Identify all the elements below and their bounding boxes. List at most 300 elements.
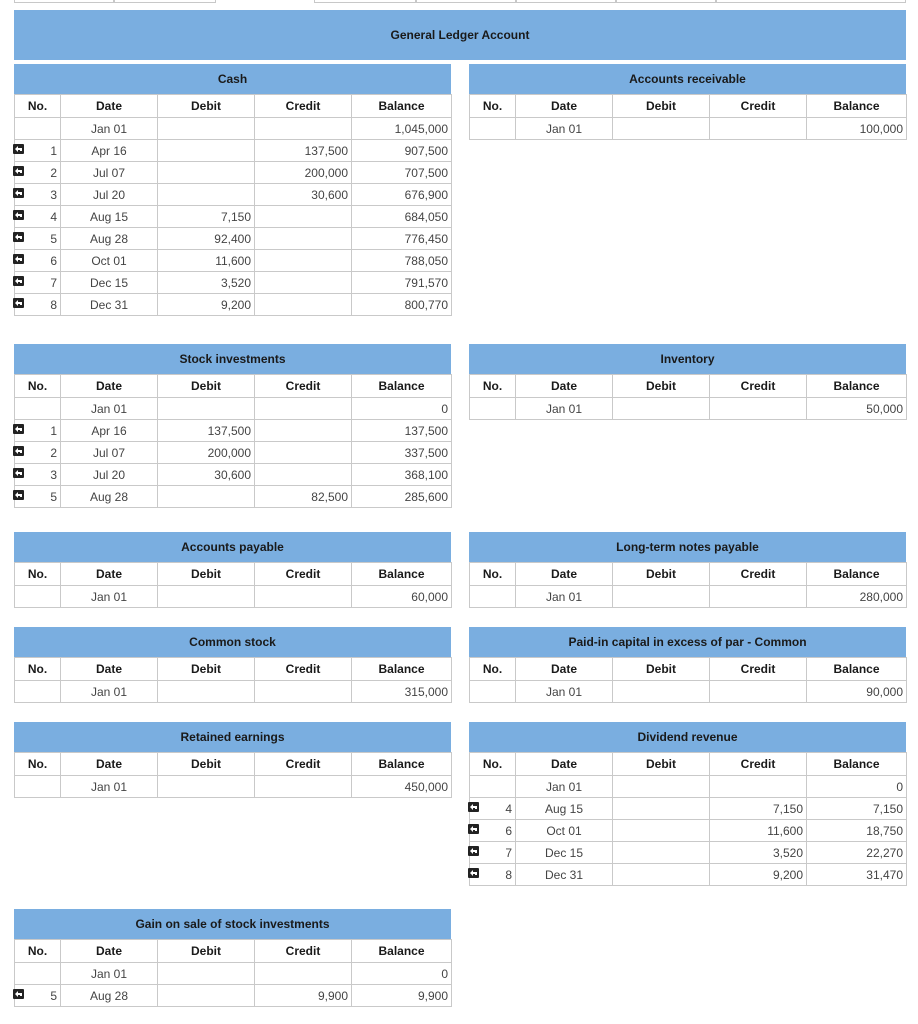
- cell-date: Dec 15: [516, 842, 613, 864]
- col-debit: Debit: [613, 95, 710, 118]
- cell-date: Apr 16: [61, 420, 158, 442]
- cell-no: [15, 184, 61, 206]
- col-date: Date: [61, 95, 158, 118]
- entry-number: 5: [50, 231, 57, 246]
- cell-no: [470, 118, 516, 140]
- cell-debit: [158, 963, 255, 985]
- entry-number: 5: [50, 988, 57, 1003]
- col-balance: Balance: [352, 375, 452, 398]
- cell-no: [15, 140, 61, 162]
- return-arrow-icon[interactable]: [468, 846, 479, 856]
- cell-date: Dec 31: [61, 294, 158, 316]
- cell-balance: 18,750: [807, 820, 907, 842]
- cell-no: [15, 206, 61, 228]
- cell-no: [15, 776, 61, 798]
- return-arrow-icon[interactable]: [13, 490, 24, 500]
- cell-date: Jan 01: [61, 398, 158, 420]
- return-arrow-icon[interactable]: [13, 210, 24, 220]
- cell-date: Aug 15: [61, 206, 158, 228]
- cell-date: Jul 07: [61, 442, 158, 464]
- cell-balance: 337,500: [352, 442, 452, 464]
- table-row: [15, 184, 452, 206]
- table-row: [15, 294, 452, 316]
- account-title: Inventory: [469, 344, 906, 374]
- account-accounts-payable: [14, 532, 451, 608]
- cell-date: Aug 28: [61, 228, 158, 250]
- account-retained-earnings: [14, 722, 451, 798]
- header-row: [15, 940, 452, 963]
- cell-debit: 137,500: [158, 420, 255, 442]
- return-arrow-icon[interactable]: [13, 232, 24, 242]
- account-accounts-receivable: [469, 64, 906, 140]
- table-row: [15, 486, 452, 508]
- col-balance: Balance: [352, 940, 452, 963]
- header-row: [15, 658, 452, 681]
- cell-date: Aug 28: [61, 486, 158, 508]
- col-no: No.: [470, 563, 516, 586]
- header-row: [15, 375, 452, 398]
- cell-credit: [710, 586, 807, 608]
- cell-balance: 7,150: [807, 798, 907, 820]
- col-debit: Debit: [613, 563, 710, 586]
- table-row: [15, 140, 452, 162]
- cell-balance: 450,000: [352, 776, 452, 798]
- col-credit: Credit: [255, 753, 352, 776]
- cell-credit: [255, 272, 352, 294]
- cell-date: Jul 20: [61, 464, 158, 486]
- col-debit: Debit: [158, 753, 255, 776]
- ledger-table: [14, 657, 452, 703]
- cell-no: [15, 118, 61, 140]
- cell-balance: 791,570: [352, 272, 452, 294]
- account-long-term-notes-payable: [469, 532, 906, 608]
- cell-no: [15, 681, 61, 703]
- cell-balance: 0: [352, 963, 452, 985]
- col-debit: Debit: [158, 375, 255, 398]
- cell-date: Oct 01: [61, 250, 158, 272]
- cell-debit: [613, 842, 710, 864]
- col-credit: Credit: [710, 658, 807, 681]
- cell-credit: [255, 776, 352, 798]
- header-row: [470, 753, 907, 776]
- cell-credit: 9,200: [710, 864, 807, 886]
- cell-credit: [255, 118, 352, 140]
- account-paid-in-capital: [469, 627, 906, 703]
- cell-debit: 92,400: [158, 228, 255, 250]
- cell-no: [15, 442, 61, 464]
- cell-balance: 60,000: [352, 586, 452, 608]
- col-date: Date: [61, 375, 158, 398]
- col-credit: Credit: [710, 375, 807, 398]
- ledger-table: [14, 752, 452, 798]
- table-row: [470, 681, 907, 703]
- account-dividend-revenue: [469, 722, 906, 886]
- cell-no: [15, 963, 61, 985]
- cell-balance: 707,500: [352, 162, 452, 184]
- account-gain-on-sale: [14, 909, 451, 1007]
- table-row: [470, 118, 907, 140]
- col-date: Date: [61, 658, 158, 681]
- col-date: Date: [516, 753, 613, 776]
- cell-credit: [255, 442, 352, 464]
- cell-balance: 907,500: [352, 140, 452, 162]
- cell-balance: 788,050: [352, 250, 452, 272]
- return-arrow-icon[interactable]: [13, 989, 24, 999]
- col-no: No.: [15, 375, 61, 398]
- cell-debit: [613, 820, 710, 842]
- entry-number: 2: [50, 165, 57, 180]
- ledger-table: [14, 939, 452, 1007]
- entry-number: 2: [50, 445, 57, 460]
- table-row: [15, 963, 452, 985]
- entry-number: 8: [50, 297, 57, 312]
- col-date: Date: [516, 658, 613, 681]
- account-title: Long-term notes payable: [469, 532, 906, 562]
- account-title: Common stock: [14, 627, 451, 657]
- cell-balance: 22,270: [807, 842, 907, 864]
- cell-debit: [158, 586, 255, 608]
- cell-no: [15, 162, 61, 184]
- account-title: Accounts payable: [14, 532, 451, 562]
- cell-credit: [255, 586, 352, 608]
- col-date: Date: [516, 375, 613, 398]
- table-row: [15, 250, 452, 272]
- col-balance: Balance: [352, 753, 452, 776]
- account-title: Retained earnings: [14, 722, 451, 752]
- table-row: [15, 464, 452, 486]
- cell-date: Dec 15: [61, 272, 158, 294]
- account-stock-investments: [14, 344, 451, 508]
- cell-balance: 684,050: [352, 206, 452, 228]
- cell-credit: [255, 464, 352, 486]
- return-arrow-icon[interactable]: [13, 468, 24, 478]
- cell-credit: 30,600: [255, 184, 352, 206]
- col-balance: Balance: [352, 658, 452, 681]
- entry-number: 1: [50, 143, 57, 158]
- entry-number: 3: [50, 467, 57, 482]
- table-row: [15, 118, 452, 140]
- cell-date: Dec 31: [516, 864, 613, 886]
- return-arrow-icon[interactable]: [13, 276, 24, 286]
- cell-debit: [613, 586, 710, 608]
- cell-date: Apr 16: [61, 140, 158, 162]
- return-arrow-icon[interactable]: [13, 446, 24, 456]
- cell-no: [470, 798, 516, 820]
- cell-credit: [255, 250, 352, 272]
- table-row: [15, 681, 452, 703]
- col-no: No.: [15, 95, 61, 118]
- ledger-table: [14, 562, 452, 608]
- table-row: [15, 420, 452, 442]
- cell-credit: 9,900: [255, 985, 352, 1007]
- return-arrow-icon[interactable]: [13, 254, 24, 264]
- cell-debit: [613, 798, 710, 820]
- cell-credit: [255, 420, 352, 442]
- col-balance: Balance: [352, 95, 452, 118]
- cell-debit: 30,600: [158, 464, 255, 486]
- cell-no: [470, 681, 516, 703]
- return-arrow-icon[interactable]: [13, 166, 24, 176]
- col-no: No.: [15, 940, 61, 963]
- return-arrow-icon[interactable]: [13, 188, 24, 198]
- col-debit: Debit: [613, 375, 710, 398]
- cell-date: Jan 01: [516, 586, 613, 608]
- cell-no: [470, 864, 516, 886]
- cell-no: [470, 842, 516, 864]
- account-title: Stock investments: [14, 344, 451, 374]
- cell-date: Jul 20: [61, 184, 158, 206]
- account-common-stock: [14, 627, 451, 703]
- table-row: [15, 776, 452, 798]
- cell-date: Jul 07: [61, 162, 158, 184]
- col-balance: Balance: [807, 753, 907, 776]
- col-no: No.: [470, 95, 516, 118]
- account-title: Gain on sale of stock investments: [14, 909, 451, 939]
- page-title: General Ledger Account: [14, 10, 906, 60]
- cell-no: [15, 486, 61, 508]
- col-date: Date: [61, 940, 158, 963]
- return-arrow-icon[interactable]: [468, 802, 479, 812]
- return-arrow-icon[interactable]: [13, 424, 24, 434]
- ledger-table: [469, 752, 907, 886]
- col-credit: Credit: [255, 375, 352, 398]
- cell-date: Aug 28: [61, 985, 158, 1007]
- header-row: [470, 658, 907, 681]
- entry-number: 4: [505, 801, 512, 816]
- cell-balance: 0: [807, 776, 907, 798]
- header-row: [470, 375, 907, 398]
- cell-no: [15, 398, 61, 420]
- col-debit: Debit: [613, 658, 710, 681]
- cell-balance: 315,000: [352, 681, 452, 703]
- cell-debit: [158, 398, 255, 420]
- table-row: [470, 820, 907, 842]
- cell-balance: 31,470: [807, 864, 907, 886]
- cell-debit: [158, 118, 255, 140]
- cell-no: [470, 776, 516, 798]
- cell-date: Jan 01: [61, 776, 158, 798]
- return-arrow-icon[interactable]: [13, 298, 24, 308]
- cell-no: [15, 985, 61, 1007]
- cell-date: Jan 01: [516, 118, 613, 140]
- cell-credit: 7,150: [710, 798, 807, 820]
- cell-balance: 9,900: [352, 985, 452, 1007]
- return-arrow-icon[interactable]: [13, 144, 24, 154]
- cell-date: Aug 15: [516, 798, 613, 820]
- cell-no: [470, 820, 516, 842]
- cell-date: Jan 01: [61, 963, 158, 985]
- table-row: [15, 162, 452, 184]
- cell-debit: [158, 985, 255, 1007]
- col-debit: Debit: [158, 95, 255, 118]
- col-balance: Balance: [352, 563, 452, 586]
- col-no: No.: [15, 563, 61, 586]
- cell-date: Jan 01: [61, 586, 158, 608]
- col-debit: Debit: [158, 563, 255, 586]
- col-no: No.: [470, 753, 516, 776]
- cell-no: [15, 228, 61, 250]
- table-row: [15, 985, 452, 1007]
- cell-balance: 137,500: [352, 420, 452, 442]
- entry-number: 3: [50, 187, 57, 202]
- table-row: [15, 586, 452, 608]
- col-credit: Credit: [710, 753, 807, 776]
- entry-number: 4: [50, 209, 57, 224]
- cell-balance: 776,450: [352, 228, 452, 250]
- account-title: Accounts receivable: [469, 64, 906, 94]
- account-title: Cash: [14, 64, 451, 94]
- account-title: Dividend revenue: [469, 722, 906, 752]
- account-inventory: [469, 344, 906, 420]
- table-row: [15, 206, 452, 228]
- cell-credit: 3,520: [710, 842, 807, 864]
- table-row: [470, 776, 907, 798]
- col-date: Date: [516, 563, 613, 586]
- cell-date: Oct 01: [516, 820, 613, 842]
- cell-no: [15, 272, 61, 294]
- cell-no: [470, 586, 516, 608]
- cell-credit: [710, 398, 807, 420]
- col-no: No.: [470, 375, 516, 398]
- col-no: No.: [15, 658, 61, 681]
- table-row: [15, 228, 452, 250]
- header-row: [470, 563, 907, 586]
- header-row: [15, 563, 452, 586]
- ledger-table: [469, 562, 907, 608]
- cell-debit: [613, 681, 710, 703]
- cell-date: Jan 01: [516, 398, 613, 420]
- ledger-table: [469, 94, 907, 140]
- cell-balance: 0: [352, 398, 452, 420]
- cell-credit: [255, 228, 352, 250]
- col-no: No.: [15, 753, 61, 776]
- entry-number: 7: [505, 845, 512, 860]
- table-row: [15, 272, 452, 294]
- entry-number: 8: [505, 867, 512, 882]
- col-credit: Credit: [710, 563, 807, 586]
- ledger-table: [14, 374, 452, 508]
- cell-date: Jan 01: [61, 118, 158, 140]
- account-title: Paid-in capital in excess of par - Common: [469, 627, 906, 657]
- header-row: [15, 753, 452, 776]
- cell-balance: 676,900: [352, 184, 452, 206]
- col-credit: Credit: [255, 95, 352, 118]
- cell-debit: [613, 864, 710, 886]
- cell-balance: 285,600: [352, 486, 452, 508]
- cell-balance: 368,100: [352, 464, 452, 486]
- cell-debit: [158, 140, 255, 162]
- col-date: Date: [61, 753, 158, 776]
- cell-no: [15, 420, 61, 442]
- table-row: [15, 442, 452, 464]
- cell-date: Jan 01: [516, 681, 613, 703]
- cell-debit: [613, 118, 710, 140]
- header-row: [470, 95, 907, 118]
- col-credit: Credit: [255, 658, 352, 681]
- col-debit: Debit: [613, 753, 710, 776]
- table-row: [470, 398, 907, 420]
- cell-no: [470, 398, 516, 420]
- col-balance: Balance: [807, 95, 907, 118]
- cell-credit: [710, 776, 807, 798]
- cell-credit: 11,600: [710, 820, 807, 842]
- cell-debit: 9,200: [158, 294, 255, 316]
- col-date: Date: [516, 95, 613, 118]
- cell-credit: [255, 963, 352, 985]
- cell-credit: [255, 206, 352, 228]
- table-row: [470, 842, 907, 864]
- cell-credit: [710, 681, 807, 703]
- col-credit: Credit: [255, 563, 352, 586]
- return-arrow-icon[interactable]: [468, 868, 479, 878]
- account-cash: [14, 64, 451, 316]
- cell-balance: 800,770: [352, 294, 452, 316]
- cell-debit: 3,520: [158, 272, 255, 294]
- cell-balance: 100,000: [807, 118, 907, 140]
- cell-debit: [613, 776, 710, 798]
- cell-no: [15, 586, 61, 608]
- table-row: [470, 586, 907, 608]
- col-credit: Credit: [710, 95, 807, 118]
- cell-balance: 280,000: [807, 586, 907, 608]
- cell-credit: 200,000: [255, 162, 352, 184]
- cell-debit: [158, 776, 255, 798]
- cell-debit: [158, 162, 255, 184]
- cell-debit: 7,150: [158, 206, 255, 228]
- header-row: [15, 95, 452, 118]
- table-row: [470, 864, 907, 886]
- top-tab-strip: [0, 0, 918, 4]
- cell-credit: 82,500: [255, 486, 352, 508]
- ledger-table: [469, 374, 907, 420]
- ledger-table: [469, 657, 907, 703]
- cell-credit: [255, 681, 352, 703]
- cell-debit: [158, 681, 255, 703]
- cell-balance: 90,000: [807, 681, 907, 703]
- cell-no: [15, 250, 61, 272]
- cell-credit: [255, 294, 352, 316]
- col-balance: Balance: [807, 563, 907, 586]
- col-debit: Debit: [158, 658, 255, 681]
- cell-date: Jan 01: [516, 776, 613, 798]
- table-row: [15, 398, 452, 420]
- cell-no: [15, 294, 61, 316]
- cell-credit: [255, 398, 352, 420]
- cell-balance: 1,045,000: [352, 118, 452, 140]
- cell-debit: [158, 486, 255, 508]
- cell-credit: [710, 118, 807, 140]
- entry-number: 1: [50, 423, 57, 438]
- table-row: [470, 798, 907, 820]
- entry-number: 7: [50, 275, 57, 290]
- col-credit: Credit: [255, 940, 352, 963]
- col-no: No.: [470, 658, 516, 681]
- cell-date: Jan 01: [61, 681, 158, 703]
- entry-number: 5: [50, 489, 57, 504]
- entry-number: 6: [505, 823, 512, 838]
- col-debit: Debit: [158, 940, 255, 963]
- col-date: Date: [61, 563, 158, 586]
- cell-debit: 11,600: [158, 250, 255, 272]
- cell-no: [15, 464, 61, 486]
- cell-balance: 50,000: [807, 398, 907, 420]
- cell-credit: 137,500: [255, 140, 352, 162]
- cell-debit: 200,000: [158, 442, 255, 464]
- return-arrow-icon[interactable]: [468, 824, 479, 834]
- col-balance: Balance: [807, 658, 907, 681]
- ledger-table: [14, 94, 452, 316]
- cell-debit: [613, 398, 710, 420]
